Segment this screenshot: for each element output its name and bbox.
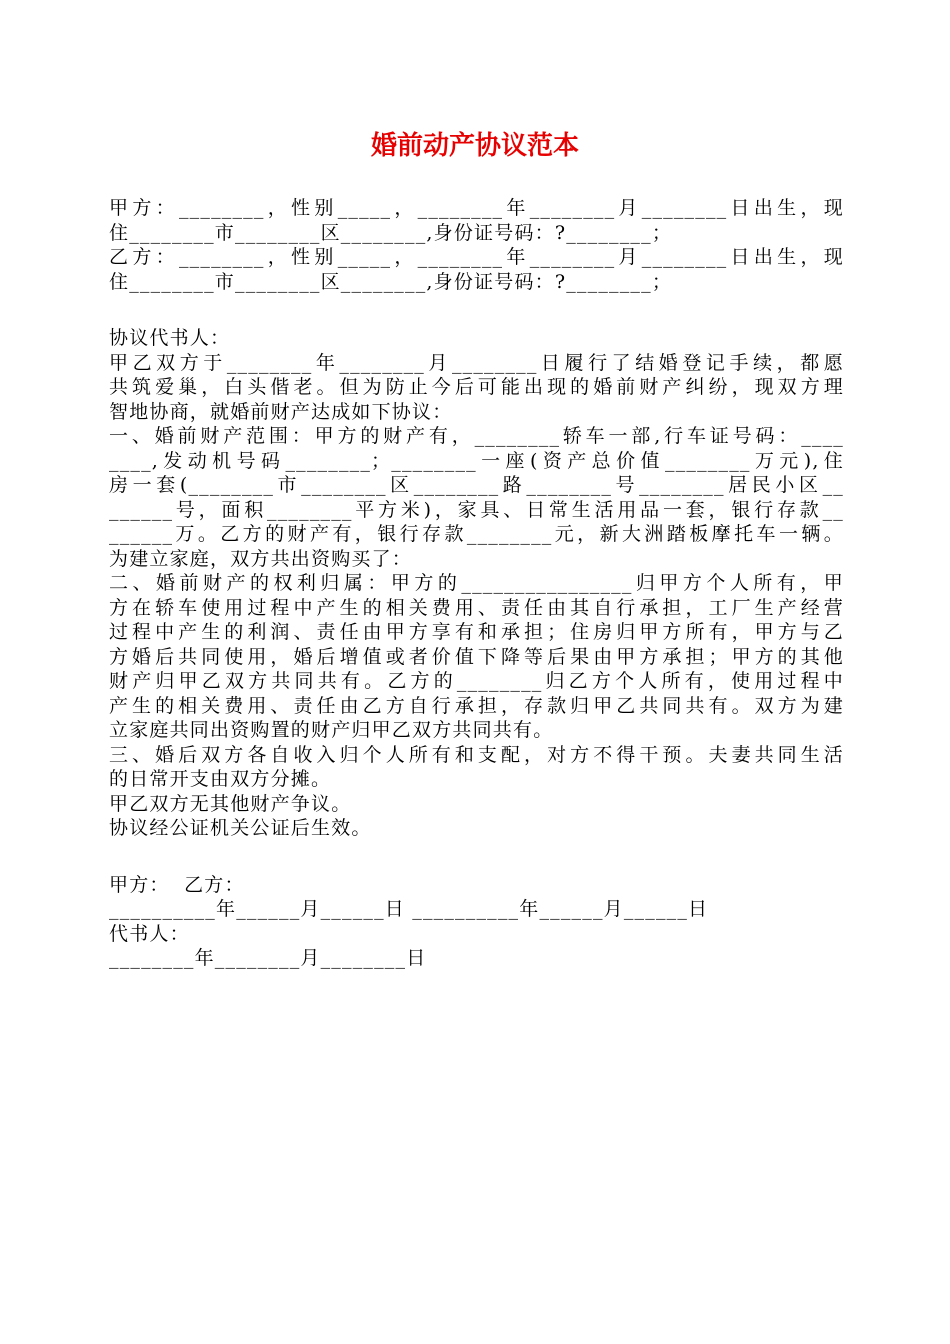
- clause-3-line-1: 三、婚后双方各自收入归个人所有和支配，对方不得干预。夫妻共同生活: [109, 743, 844, 766]
- clause-1-line-3: 房一套(________市________区________路________号________居民小区__: [109, 474, 844, 496]
- spacer: [109, 841, 844, 873]
- clause-2-line-2: 方在轿车使用过程中产生的相关费用、责任由其自行承担，工厂生产经营: [109, 596, 844, 619]
- clause-1-line-4: ______号，面积________平方米)，家具、日常生活用品一套，银行存款__: [109, 498, 844, 521]
- clause-1-line-6: 为建立家庭，双方共出资购买了：: [109, 547, 413, 570]
- clause-2-line-3: 过程中产生的利润、责任由甲方享有和承担；住房归甲方所有，甲方与乙: [109, 621, 844, 643]
- clause-3-line-2: 的日常开支由双方分摊。: [109, 768, 332, 790]
- signature-dates: __________年______月______日 __________年______月______日: [109, 898, 709, 920]
- spacer: [109, 294, 844, 326]
- clause-1-line-2: ____,发动机号码________；________一座(资产总价值________万元),住: [109, 449, 844, 472]
- clause-2-line-6: 产生的相关费用、责任由乙方自行承担，存款归甲乙共同共有。双方为建: [109, 694, 844, 717]
- signature-agent-label: 代书人：: [109, 922, 190, 945]
- preamble-line-3: 智地协商，就婚前财产达成如下协议：: [109, 400, 453, 423]
- no-dispute-statement: 甲乙双方无其他财产争议。: [109, 792, 352, 815]
- clause-1-line-1: 一、婚前财产范围：甲方的财产有，________轿车一部,行车证号码：____: [109, 425, 844, 447]
- preamble-line-2: 共筑爱巢，白头偕老。但为防止今后可能出现的婚前财产纠纷，现双方理: [109, 376, 844, 398]
- agent-label: 协议代书人：: [109, 327, 231, 349]
- clause-2-line-5: 财产归甲乙双方共同共有。乙方的________归乙方个人所有，使用过程中: [109, 670, 844, 692]
- clause-2-line-7: 立家庭共同出资购置的财产归甲乙双方共同共有。: [109, 719, 554, 741]
- party-b-line-2: 住________市________区________,身份证号码：?________；: [109, 270, 673, 293]
- document-title: 婚前动产协议范本: [370, 131, 579, 161]
- preamble-line-1: 甲乙双方于________年________月________日履行了结婚登记手续，都愿: [109, 351, 844, 374]
- signature-agent-date: ________年________月________日: [109, 947, 427, 969]
- clause-2-line-1: 二、婚前财产的权利归属：甲方的________________归甲方个人所有，甲: [109, 572, 844, 594]
- party-a-line-1: 甲方：________，性别_____，________年________月________日出生，现: [109, 197, 844, 219]
- effective-statement: 协议经公证机关公证后生效。: [109, 817, 372, 839]
- signature-parties-label: 甲方： 乙方：: [109, 873, 245, 896]
- document-body: [109, 196, 844, 971]
- party-b-line-1: 乙方：________，性别_____，________年________月________日出生，现: [109, 246, 844, 268]
- clause-2-line-4: 方婚后共同使用，婚后增值或者价值下降等后果由甲方承担；甲方的其他: [109, 645, 844, 668]
- clause-1-line-5: ______万。乙方的财产有，银行存款________元，新大洲踏板摩托车一辆。: [109, 523, 844, 545]
- party-a-line-2: 住________市________区________,身份证号码：?________；: [109, 221, 673, 244]
